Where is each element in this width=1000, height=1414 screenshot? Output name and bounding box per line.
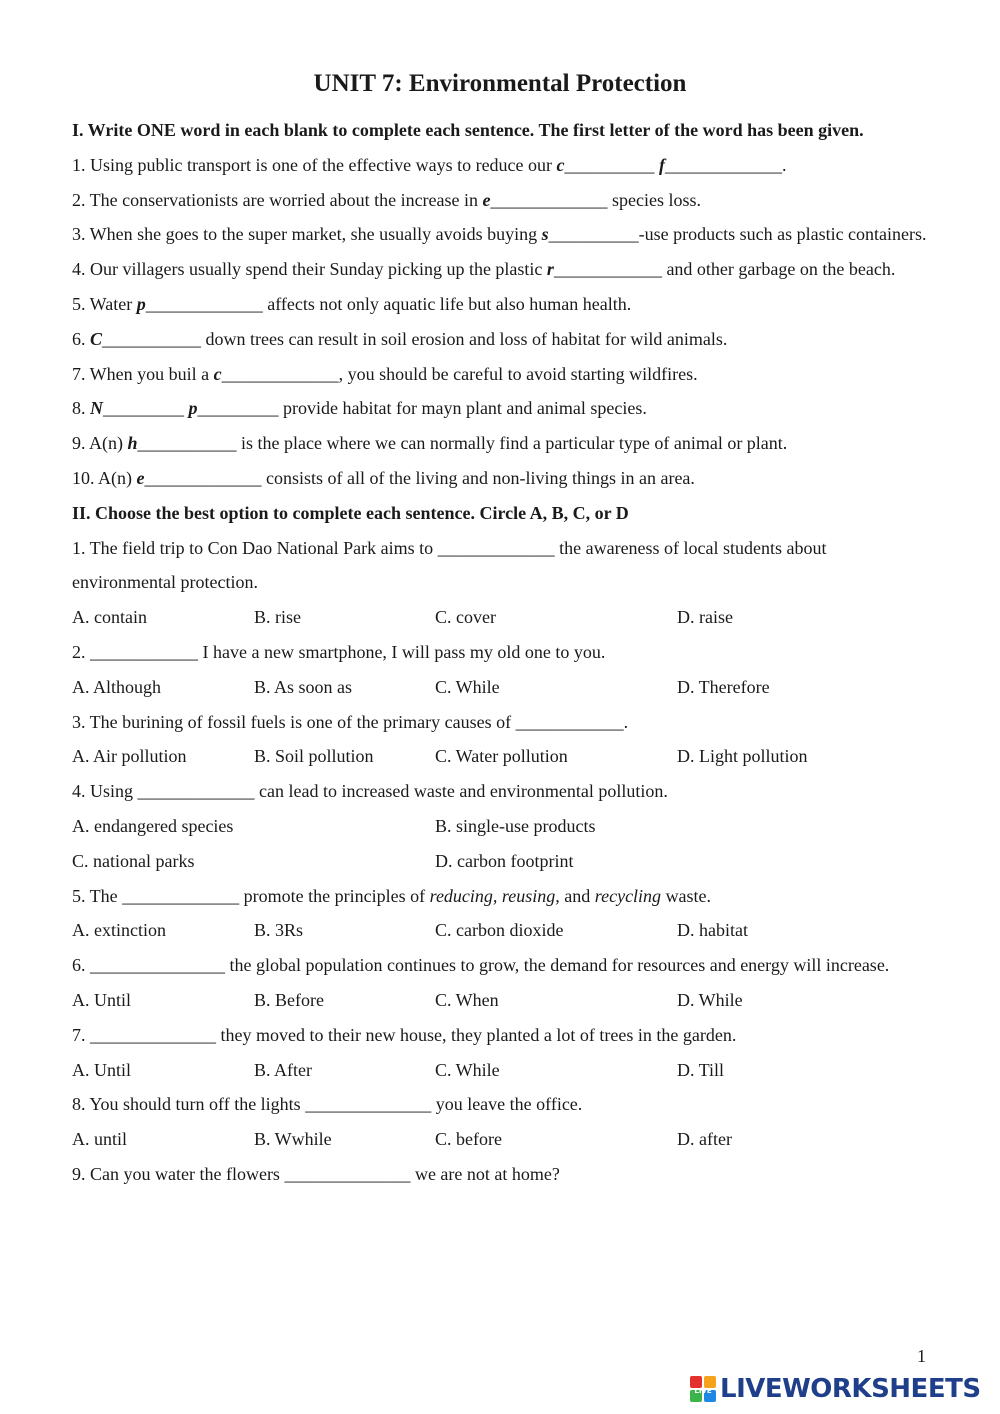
- option-d[interactable]: D. Till: [677, 1059, 725, 1080]
- option-c[interactable]: C. cover: [435, 607, 496, 628]
- option-d[interactable]: D. Light pollution: [677, 746, 808, 767]
- worksheet-content: [72, 113, 932, 1192]
- option-a[interactable]: A. Although: [72, 676, 162, 697]
- section1-heading: I. Write ONE word in each blank to complete each sentence. The first letter of the word has been given.: [72, 120, 864, 140]
- option-b[interactable]: B. As soon as: [254, 676, 353, 697]
- s2-q7-options: [72, 1053, 932, 1088]
- brand-text: LIVEWORKSHEETS: [720, 1374, 981, 1404]
- s2-q4-options-row1: [72, 809, 932, 844]
- s2-q6-options: [72, 983, 932, 1018]
- option-d[interactable]: D. after: [677, 1129, 732, 1150]
- s2-q4-options-row2: [72, 844, 932, 879]
- option-b[interactable]: B. single-use products: [435, 815, 596, 836]
- s1-item-8: 8. N_________ p_________ provide habitat for mayn plant and animal species.: [72, 398, 647, 419]
- s1-item-3: 3. When she goes to the super market, she usually avoids buying s__________-use products such as plastic containers.: [72, 224, 927, 245]
- s2-question-4: 4. Using _____________ can lead to increased waste and environmental pollution.: [72, 781, 668, 802]
- option-c[interactable]: C. When: [435, 989, 499, 1010]
- s2-q3-options: [72, 739, 932, 774]
- option-c[interactable]: C. Water pollution: [435, 746, 568, 767]
- option-a[interactable]: A. Air pollution: [72, 746, 187, 767]
- option-b[interactable]: B. rise: [254, 607, 301, 628]
- option-c[interactable]: C. While: [435, 1059, 500, 1080]
- s1-item-6: 6. C___________ down trees can result in soil erosion and loss of habitat for wild animals.: [72, 328, 728, 349]
- option-a[interactable]: A. endangered species: [72, 815, 234, 836]
- s1-item-10: 10. A(n) e_____________ consists of all of the living and non-living things in an area.: [72, 467, 695, 488]
- liveworksheets-logo[interactable]: [690, 1373, 981, 1405]
- option-d[interactable]: D. raise: [677, 607, 733, 628]
- option-d[interactable]: D. carbon footprint: [435, 850, 574, 871]
- s2-question-1: 1. The field trip to Con Dao National Park aims to _____________ the awareness of local students about environmental protection.: [72, 537, 827, 593]
- option-c[interactable]: C. national parks: [72, 850, 195, 871]
- option-b[interactable]: B. 3Rs: [254, 920, 304, 941]
- s1-item-2: 2. The conservationists are worried about the increase in e_____________ species loss.: [72, 189, 702, 210]
- s1-item-7: 7. When you buil a c_____________, you should be careful to avoid starting wildfires.: [72, 363, 698, 384]
- option-d[interactable]: D. Therefore: [677, 676, 770, 697]
- option-d[interactable]: D. While: [677, 989, 743, 1010]
- option-b[interactable]: B. Before: [254, 989, 324, 1010]
- s2-question-3: 3. The burining of fossil fuels is one of the primary causes of ____________.: [72, 711, 629, 732]
- option-a[interactable]: A. contain: [72, 607, 147, 628]
- s2-question-6: 6. _______________ the global population continues to grow, the demand for resources and energy will increase.: [72, 955, 890, 976]
- s2-question-5: 5. The _____________ promote the principles of reducing, reusing, and recycling waste.: [72, 885, 712, 906]
- s1-item-5: 5. Water p_____________ affects not only aquatic life but also human health.: [72, 293, 632, 314]
- liveworksheets-logo-icon: [690, 1376, 716, 1402]
- s1-item-4: 4. Our villagers usually spend their Sunday picking up the plastic r____________ and other garbage on the beach.: [72, 259, 896, 280]
- s2-question-7: 7. ______________ they moved to their new house, they planted a lot of trees in the garden.: [72, 1024, 737, 1045]
- option-c[interactable]: C. before: [435, 1129, 502, 1150]
- s2-question-9: 9. Can you water the flowers ______________ we are not at home?: [72, 1163, 560, 1184]
- s2-q8-options: [72, 1122, 932, 1157]
- option-c[interactable]: C. While: [435, 676, 500, 697]
- s1-item-9: 9. A(n) h___________ is the place where we can normally find a particular type of animal or plant.: [72, 433, 788, 454]
- s2-question-8: 8. You should turn off the lights ______________ you leave the office.: [72, 1094, 583, 1115]
- svg-text:LIVE: LIVE: [694, 1387, 712, 1395]
- option-a[interactable]: A. until: [72, 1129, 128, 1150]
- section2-heading: II. Choose the best option to complete each sentence. Circle A, B, C, or D: [72, 502, 629, 523]
- option-b[interactable]: B. Wwhile: [254, 1129, 332, 1150]
- page-number: 1: [917, 1346, 926, 1366]
- option-d[interactable]: D. habitat: [677, 920, 748, 941]
- option-c[interactable]: C. carbon dioxide: [435, 920, 564, 941]
- s1-item-1: 1. Using public transport is one of the effective ways to reduce our c__________ f_____________.: [72, 154, 787, 175]
- option-a[interactable]: A. extinction: [72, 920, 166, 941]
- option-a[interactable]: A. Until: [72, 1059, 132, 1080]
- s2-q5-options: [72, 913, 932, 948]
- option-a[interactable]: A. Until: [72, 989, 132, 1010]
- option-b[interactable]: B. Soil pollution: [254, 746, 374, 767]
- page-title: UNIT 7: Environmental Protection: [313, 70, 687, 97]
- option-b[interactable]: B. After: [254, 1059, 312, 1080]
- s2-q2-options: [72, 670, 932, 705]
- s2-q1-options: [72, 600, 932, 635]
- s2-question-2: 2. ____________ I have a new smartphone, I will pass my old one to you.: [72, 641, 606, 662]
